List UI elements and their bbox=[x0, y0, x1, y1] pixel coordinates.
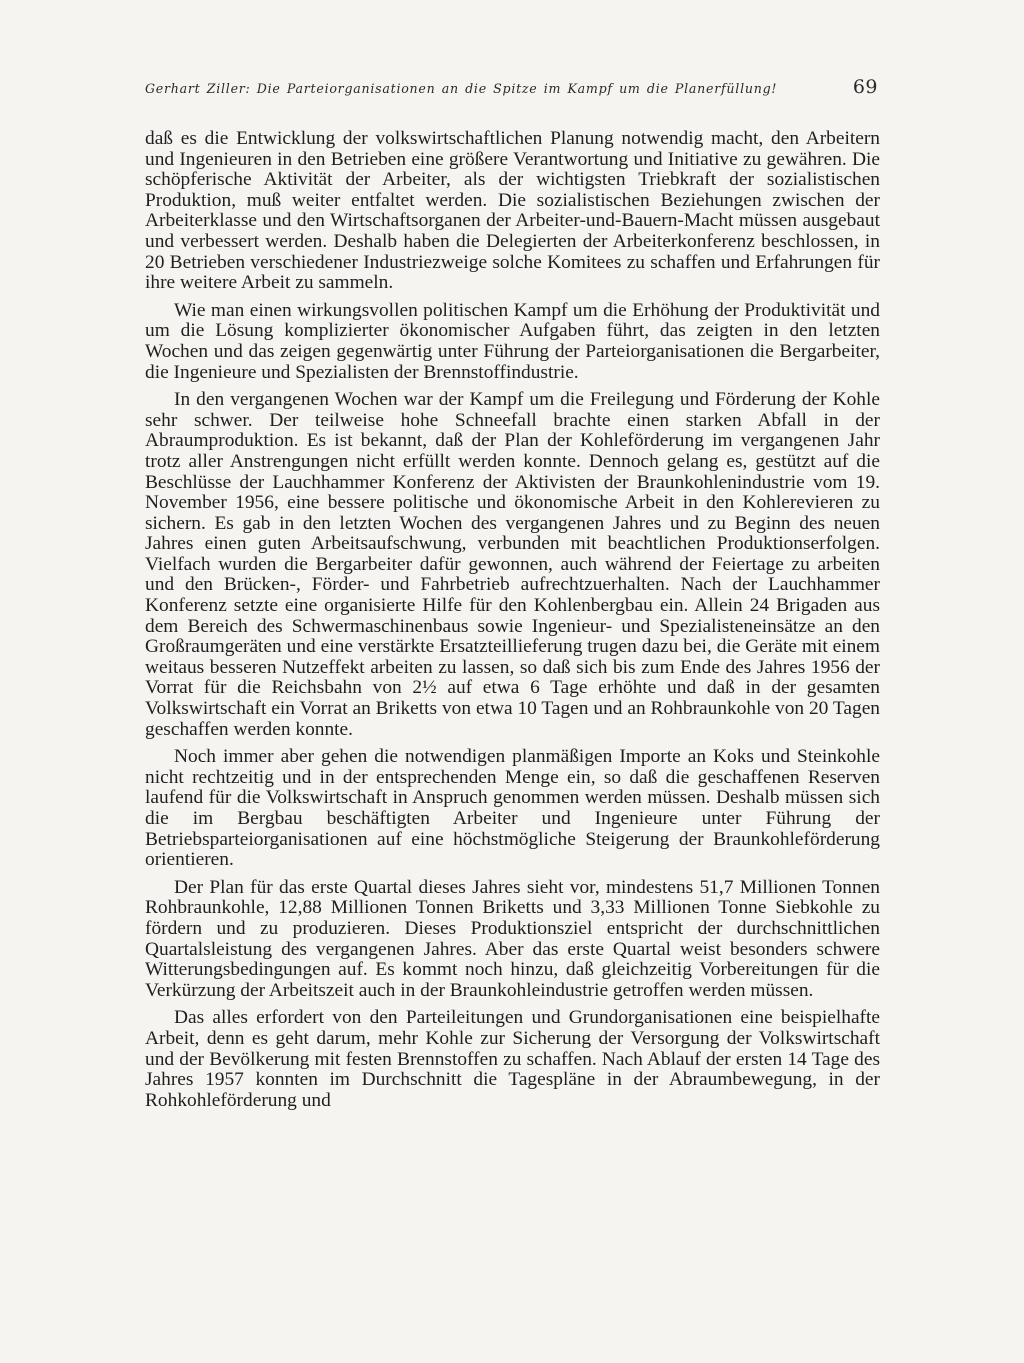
body-text bbox=[145, 129, 880, 1118]
paragraph-6: Das alles erfordert von den Parteileitungen und Grundorganisationen eine beispielhafte Arbeit, denn es geht darum, mehr Kohle zur Sicherung der Versorgung der Volkswirtschaft und der Bevölkerung mit festen Brennstoffen zu schaffen. Nach Ablauf der ersten 14 Tage des Jahres 1957 konnten im Durchschnitt die Tagespläne in der Abraumbewegung, in der Rohkohleförderung und bbox=[145, 1007, 880, 1111]
paragraph-3: In den vergangenen Wochen war der Kampf um die Freilegung und Förderung der Kohle sehr schwer. Der teilweise hohe Schneefall brachte einen starken Abfall in der Abraumproduktion. Es ist bekannt, daß der Plan der Kohleförderung im vergangenen Jahr trotz aller Anstrengungen nicht erfüllt werden konnte. Dennoch gelang es, gestützt auf die Beschlüsse der Lauchhammer Konferenz der Aktivisten der Braunkohlenindustrie vom 19. November 1956, eine bessere politische und ökonomische Arbeit in den Kohlerevieren zu sichern. Es gab in den letzten Wochen des vergangenen Jahres und zu Beginn des neuen Jahres einen guten Arbeitsaufschwung, verbunden mit beachtlichen Produktionserfolgen. Vielfach wurden die Bergarbeiter dafür gewonnen, auch während der Feiertage zu arbeiten und den Brücken-, Förder- und Fahrbetrieb aufrechtzuerhalten. Nach der Lauchhammer Konferenz setzte eine organisierte Hilfe für den Kohlenbergbau ein. Allein 24 Brigaden aus dem Bereich des Schwermaschinenbaus sowie Ingenieur- und Spezialisteneinsätze an den Großraumgeräten und eine verstärkte Ersatzteillieferung trugen dazu bei, die Geräte mit einem weitaus besseren Nutzeffekt arbeiten zu lassen, so daß sich bis zum Ende des Jahres 1956 der Vorrat für die Reichsbahn von 2½ auf etwa 6 Tage erhöhte und daß in der gesamten Volkswirtschaft ein Vorrat an Briketts von etwa 10 Tagen und an Rohbraunkohle von 20 Tagen geschaffen werden konnte. bbox=[145, 389, 880, 740]
paragraph-2: Wie man einen wirkungsvollen politischen Kampf um die Erhöhung der Produktivität und um die Lösung komplizierter ökonomischer Aufgaben führt, das zeigten in den letzten Wochen und das zeigen gegenwärtig unter Führung der Parteiorganisationen die Bergarbeiter, die Ingenieure und Spezialisten der Brennstoffindustrie. bbox=[145, 299, 880, 383]
running-title: Gerhart Ziller: Die Parteiorganisationen an die Spitze im Kampf um die Planerfüllung! bbox=[145, 81, 778, 96]
paragraph-4: Noch immer aber gehen die notwendigen planmäßigen Importe an Koks und Steinkohle nicht rechtzeitig und in der entsprechenden Menge ein, so daß die geschaffenen Reserven laufend für die Volkswirtschaft in Anspruch genommen werden müssen. Deshalb müssen sich die im Bergbau beschäftigten Arbeiter und Ingenieure unter Führung der Betriebsparteiorganisationen auf eine höchstmögliche Steigerung der Braunkohleförderung orientieren. bbox=[145, 746, 880, 871]
page-number: 69 bbox=[852, 76, 878, 98]
paragraph-1: daß es die Entwicklung der volkswirtschaftlichen Planung notwendig macht, den Arbeitern und Ingenieuren in den Betrieben eine größere Verantwortung und Initiative zu gewähren. Die schöpferische Aktivität der Arbeiter, als der wichtigsten Triebkraft der sozialistischen Produktion, muß weiter entfaltet werden. Die sozialistischen Beziehungen zwischen der Arbeiterklasse und den Wirtschaftsorganen der Arbeiter-und-Bauern-Macht müssen ausgebaut und verbessert werden. Deshalb haben die Delegierten der Arbeiterkonferenz beschlossen, in 20 Betrieben verschiedener Industriezweige solche Komitees zu schaffen und Erfahrungen für ihre weitere Arbeit zu sammeln. bbox=[145, 128, 880, 294]
page-header bbox=[145, 76, 880, 102]
paragraph-5: Der Plan für das erste Quartal dieses Jahres sieht vor, mindestens 51,7 Millionen Tonnen Rohbraunkohle, 12,88 Millionen Tonnen Briketts und 3,33 Millionen Tonne Siebkohle zu fördern und zu produzieren. Dieses Produktionsziel entspricht der durchschnittlichen Quartalsleistung des vergangenen Jahres. Aber das erste Quartal weist besonders schwere Witterungsbedingungen auf. Es kommt noch hinzu, daß gleichzeitig Vorbereitungen für die Verkürzung der Arbeitszeit auch in der Braunkohleindustrie getroffen werden müssen. bbox=[145, 876, 880, 1001]
